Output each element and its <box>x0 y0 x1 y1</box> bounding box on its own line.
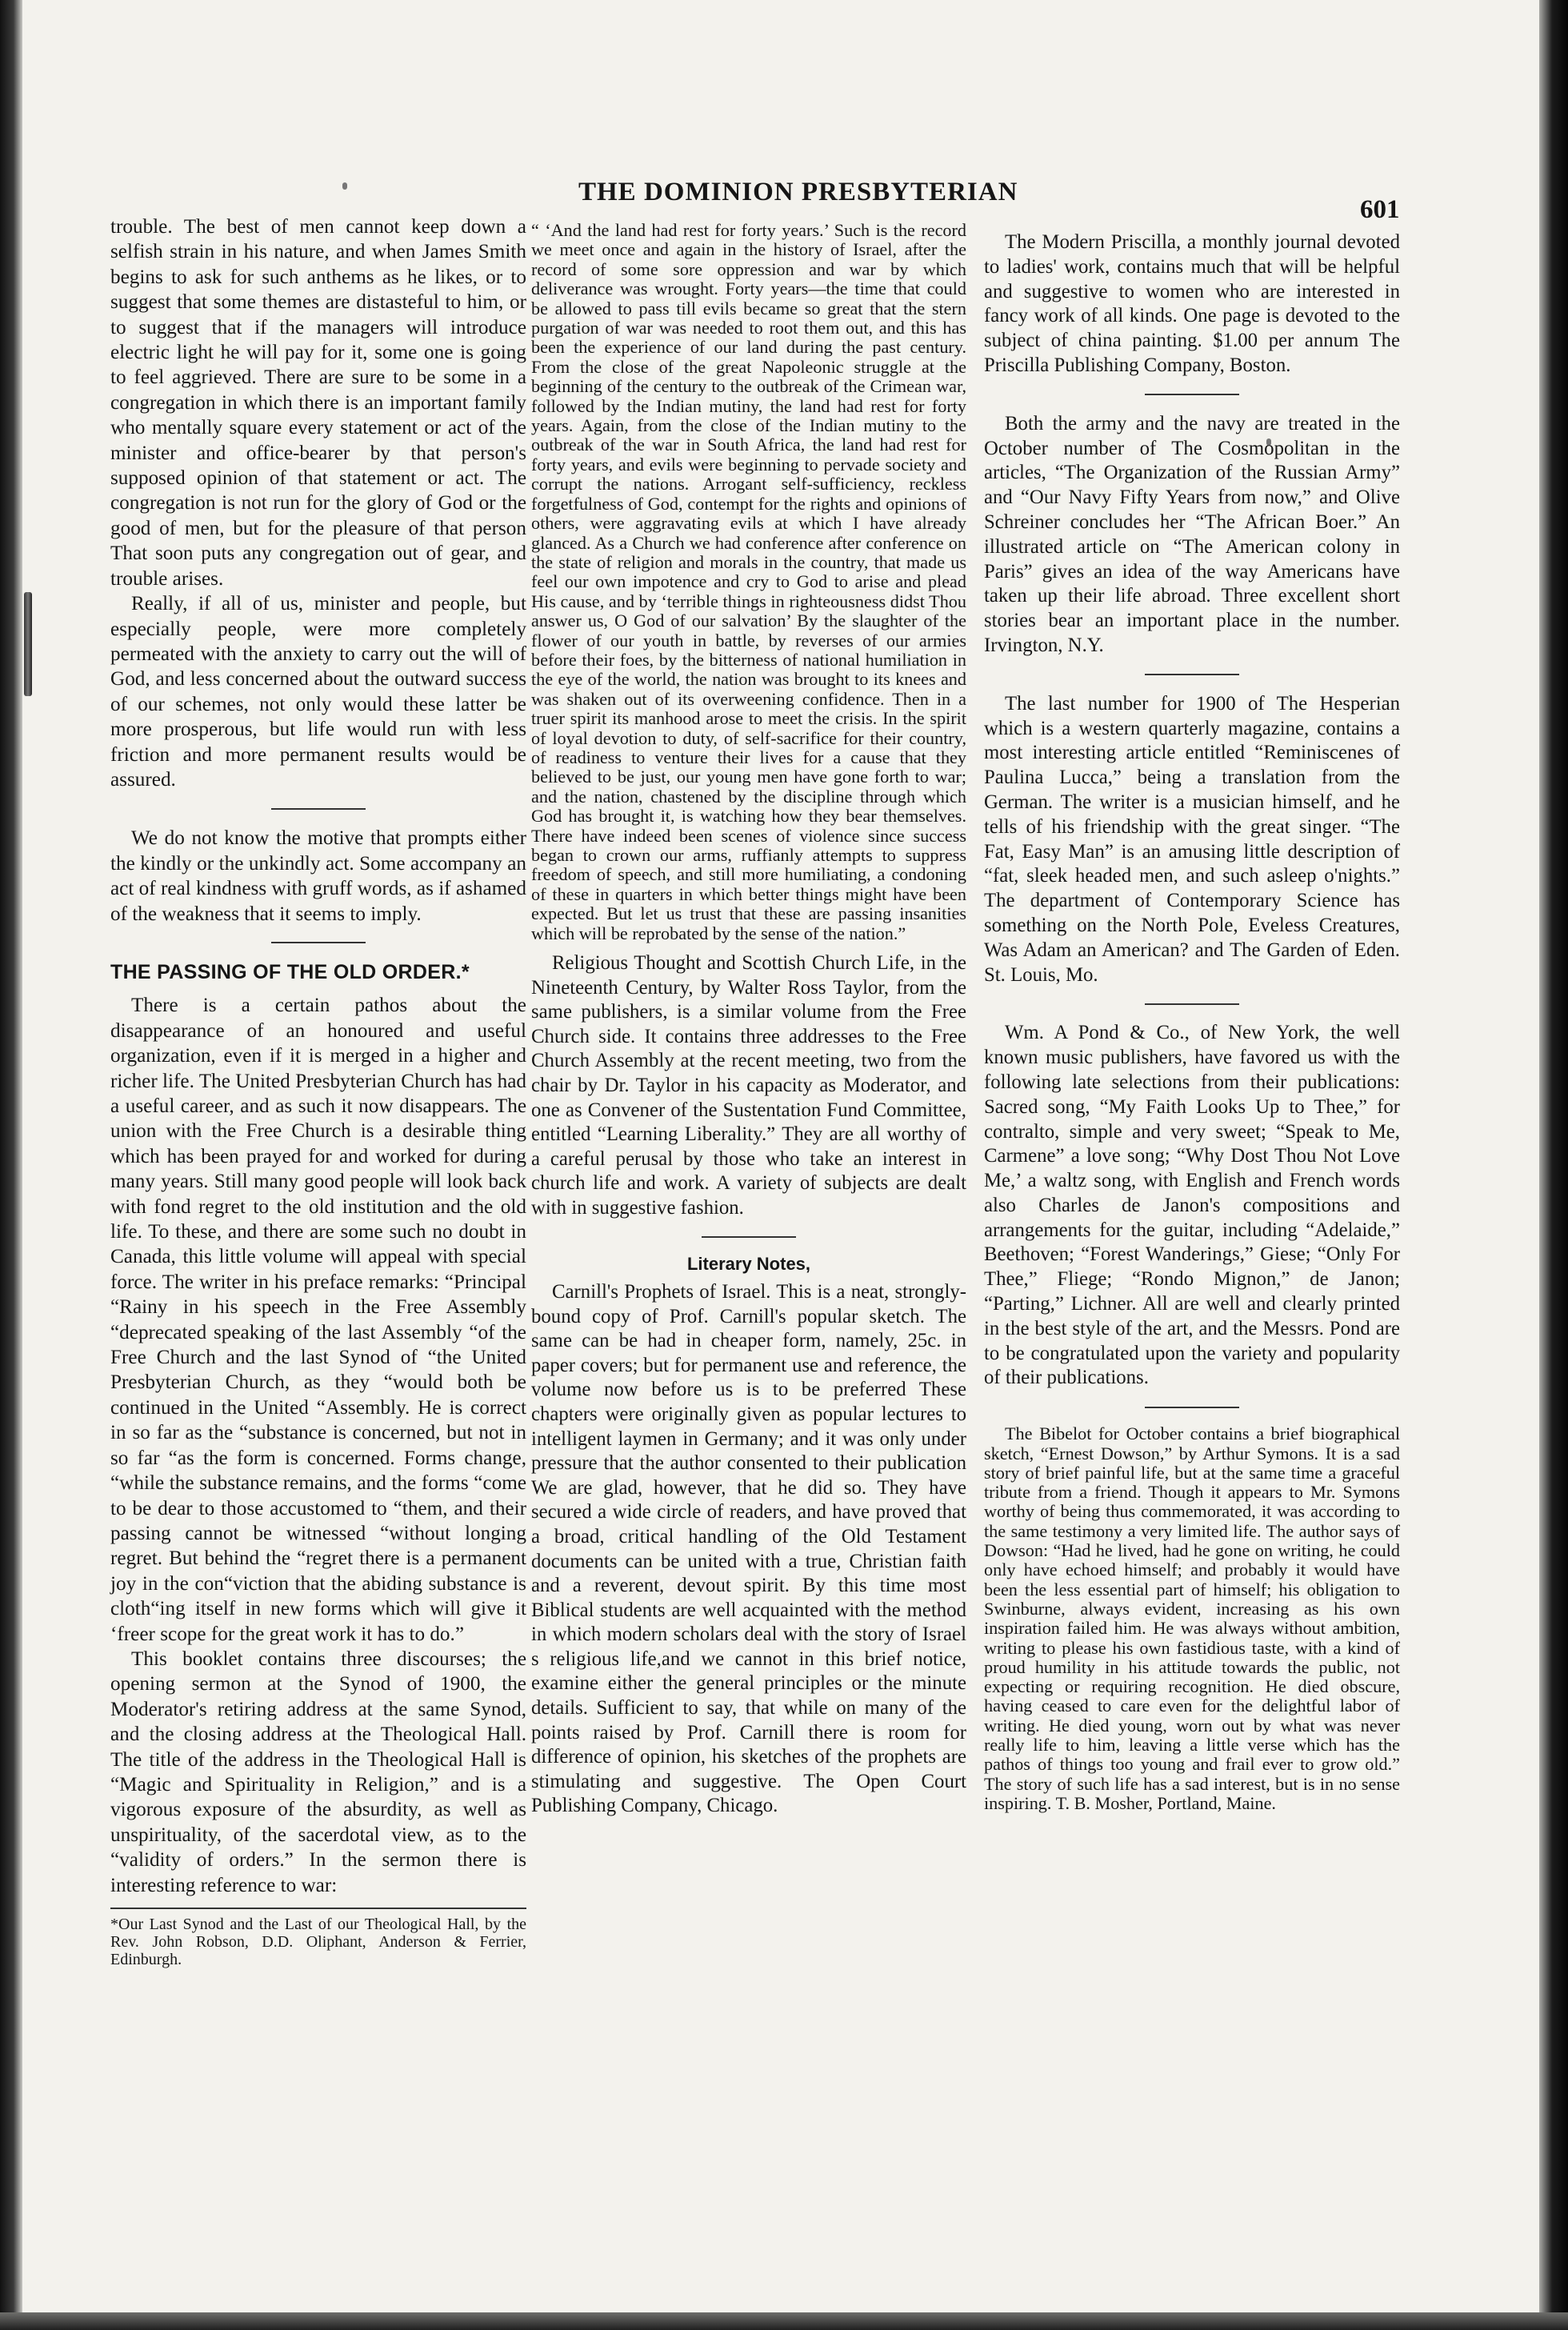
paragraph: Really, if all of us, minister and people, but especially people, were more completely permeated with the anxiety to carry out the will of God, and less concerned about the outward success of our schemes, not only would these latter be more prosperous, but life would run with less friction and more permanent results would be assured. <box>110 593 526 791</box>
paragraph: Wm. A Pond & Co., of New York, the well known music publishers, have favored us with the following late selections from their publications: Sacred song, “My Faith Looks Up to Thee,” for contralto, simple and very sweet; “Speak to Me, Carmene” a love song; “Why Dost Thou Not Love Me,’ a waltz song, with English and French words also Charles de Janon's compositions and arrangements for the guitar, including “Adelaide,” Beethoven; “Forest Wanderings,” Giese; “Only For Thee,” Fliege; “Rondo Mignon,” de Janon; “Parting,” Lichner. All are well and clearly printed in the best style of the art, and the Messrs. Pond are to be congratulated upon the variety and popularity of their publications. <box>984 1022 1400 1389</box>
section-separator <box>984 670 1400 678</box>
paragraph: There is a certain pathos about the disappearance of an honoured and useful organization, even if it is merged in a higher and richer life. The United Presbyterian Church has had a useful career, and as such it now disappears. The union with the Free Church is a desirable thing which has been prayed for and worked for during many years. Still many good people will look back with fond regret to the old institution and the old life. To these, and there are some such no doubt in Canada, this little volume will appeal with special force. The writer in his preface remarks: “Principal “Rainy in his speech in the Free Assembly “deprecated speaking of the last Assembly “of the Free Church and the last Synod of “the United Presbyterian Church, as they “would both be continued in the United “Assembly. He is correct in so far as the “substance is concerned, but not in so far “as the form is concerned. Forms change, “while the substance remains, and the forms “come to be dear to those accustomed to “them, and their passing cannot be witnessed “without longing regret. But behind the “regret there is a permanent joy in the con“viction that the abiding substance is cloth“ing itself in new forms which will give it ‘freer scope for the great work it has to do.” <box>110 995 526 1645</box>
page-number: 601 <box>1360 195 1400 224</box>
paragraph: The last number for 1900 of The Hesperian which is a western quarterly magazine, contains a most interesting article entitled “Reminiscenes of Paulina Lucca,” being a translation from the German. The writer is a musician himself, and he tells of his friendship with the great singer. “The Fat, Easy Man” is an amusing little description of “fat, sleek headed men, and such asleep o'nights.” The department of Contemporary Science has something on the North Pole, Eveless Creatures, Was Adam an American? and The Garden of Eden. St. Louis, Mo. <box>984 692 1400 986</box>
paragraph: We do not know the motive that prompts either the kindly or the unkindly act. Some accompany an act of real kindness with gruff words, as if ashamed of the weakness that it seems to imply. <box>110 827 526 925</box>
section-separator <box>984 999 1400 1007</box>
ink-speck <box>342 182 347 190</box>
paragraph: The Bibelot for October contains a brief biographical sketch, “Ernest Dowson,” by Arthur Symons. It is a sad story of brief painful life, but at the same time a graceful tribute from a friend. Though it appears to Mr. Symons worthy of being thus commemorated, it was according to the same testimony a very limited life. The author says of Dowson: “Had he lived, had he gone on writing, he could only have echoed himself; and probably it would have been the less essential part of himself; his obligation to Swinburne, always evident, increasing as his own inspiration failed him. He was always without ambition, writing to please his own fastidious taste, with a kind of proud humility in his attitude towards the public, not expecting or requiring recognition. He died obscure, having ceased to care even for the delightful labor of writing. He died young, worn out by what was never really life to him, leaving a little verse which has the pathos of things too young and frail ever to grow old.” The story of such life has a sad interest, but is in no sense inspiring. T. B. Mosher, Portland, Maine. <box>984 1423 1400 1813</box>
scan-edge-right <box>1539 0 1568 2330</box>
section-separator <box>531 1232 966 1240</box>
article-heading: THE PASSING OF THE OLD ORDER.* <box>110 960 470 983</box>
paragraph: The Modern Priscilla, a monthly journal devoted to ladies' work, contains much that will be helpful and suggestive to women who are interested in fancy work of all kinds. One page is devoted to the subject of china painting. $1.00 per annum The Priscilla Publishing Company, Boston. <box>984 231 1400 376</box>
section-separator <box>110 938 526 946</box>
block-quote: “ ‘And the land had rest for forty years.’ Such is the record we meet once and again in the history of Israel, after the record of some sore oppression and war by which deliverance was wrought. Forty years—the time that could be allowed to pass till evils became so great that the stern purgation of war was needed to root them out, and this has been the experience of our land during the past century. From the close of the great Napoleonic struggle at the beginning of the century to the outbreak of the Crimean war, followed by the Indian mutiny, the land had rest for forty years. Again, from the close of the Indian mutiny to the outbreak of the war in South Africa, the land had rest for forty years, and evils were beginning to pervade society and corrupt the nations. Arrogant self-sufficiency, reckless forgetfulness of God, contempt for the rights and opinions of others, were aggravating evils at which I have already glanced. As a Church we had conference after conference on the state of religion and morals in the country, that made us feel our own impotence and cry to God to arise and plead His cause, and by ‘terrible things in righteousness didst Thou answer us, O God of our salvation’ By the slaughter of the flower of our youth in battle, by reverses of our armies before their foes, by the bitterness of national humiliation in the eye of the world, the nation was brought to its knees and was shaken out of its overweening confidence. Then in a truer spirit its manhood arose to meet the crisis. In the spirit of loyal devotion to duty, of self-sacrifice for their country, of readiness to venture their lives for a cause that they believed to be just, our young men have gone forth to war; and the nation, chastened by the discipline through which God has brought it, is watching how they bear themselves. There have indeed been scenes of violence since success began to crown our arms, ruffianly attempts to suppress freedom of speech, and still more humiliating, a condoning of these in quarters in which better things might have been expected. But let us trust that these are passing insanities which will be reprobated by the sense of the nation.” <box>531 220 966 943</box>
running-head: THE DOMINION PRESBYTERIAN <box>578 178 1018 206</box>
scan-edge-bottom <box>0 2312 1568 2330</box>
binding-clip-mark <box>24 592 32 696</box>
section-separator <box>984 1402 1400 1410</box>
column-right <box>984 230 1400 1813</box>
paragraph: trouble. The best of men cannot keep down a selfish strain in his nature, and when James Smith begins to ask for such anthems as he likes, or to suggest that some themes are distasteful to him, or to suggest that if the managers will introduce electric light he will pay for it, some one is going to feel aggrieved. There are sure to be some in a congregation in which there is an important family who mentally square every statement or act of the minister and office-bearer by that person's supposed opinion of that statement or act. The congregation is not run for the glory of God or the good of men, but for the pleasure of that person That soon puts any congregation out of gear, and trouble arises. <box>110 216 526 590</box>
section-separator <box>110 803 526 811</box>
paragraph: Both the army and the navy are treated in the October number of The Cosmopolitan in the articles, “The Organization of the Russian Army” and “Our Navy Fifty Years from now,” and Olive Schreiner concludes her “The African Boer.” An illustrated article on “The American colony in Paris” gives an idea of the way Americans have taken up their life abroad. Three excellent short stories bear an important place in the number. Irvington, N.Y. <box>984 412 1400 656</box>
footnote: *Our Last Synod and the Last of our Theological Hall, by the Rev. John Robson, D.D. Oliphant, Anderson & Ferrier, Edinburgh. <box>110 1916 526 1968</box>
footnote-rule <box>110 1908 526 1909</box>
section-subheading: Literary Notes, <box>686 1253 811 1274</box>
paragraph: Religious Thought and Scottish Church Life, in the Nineteenth Century, by Walter Ross Taylor, from the same publishers, is a similar volume from the Free Church side. It contains three addresses to the Free Church Assembly at the recent meeting, two from the chair by Dr. Taylor in his capacity as Moderator, and one as Convener of the Sustentation Fund Committee, entitled “Learning Liberality.” They are all worthy of a careful perusal by those who take an interest in church life and work. A variety of subjects are dealt with in suggestive fashion. <box>531 952 966 1219</box>
column-middle <box>531 221 966 1819</box>
paragraph: Carnill's Prophets of Israel. This is a neat, strongly-bound copy of Prof. Carnill's popular sketch. The same can be had in cheaper form, namely, 25c. in paper covers; but for permanent use and reference, the volume now before us is to be preferred These chapters were originally given as popular lectures to intelligent laymen in Germany; and it was only under pressure that the author consented to their publication We are glad, however, that he did so. They have secured a wide circle of readers, and have proved that a broad, critical handling of the Old Testament documents can be united with a true, Christian faith and a reverent, devout spirit. By this time most Biblical students are well acquainted with the method in which modern scholars deal with the story of Israel s religious life,and we cannot in this brief notice, examine either the general principles or the minute details. Sufficient to say, that while on many of the points raised by Prof. Carnill there is room for difference of opinion, his sketches of the prophets are stimulating and suggestive. The Open Court Publishing Company, Chicago. <box>531 1280 966 1817</box>
section-separator <box>984 390 1400 398</box>
column-left <box>110 214 526 1968</box>
paragraph: This booklet contains three discourses; the opening sermon at the Synod of 1900, the Moderator's retiring address at the same Synod, and the closing address at the Theological Hall. The title of the address in the Theological Hall is “Magic and Spirituality in Religion,” and is a vigorous exposure of the absurdity, as well as unspirituality, of the sacerdotal view, as to the “validity of orders.” In the sermon there is interesting reference to war: <box>110 1647 526 1896</box>
scan-edge-left <box>0 0 22 2330</box>
